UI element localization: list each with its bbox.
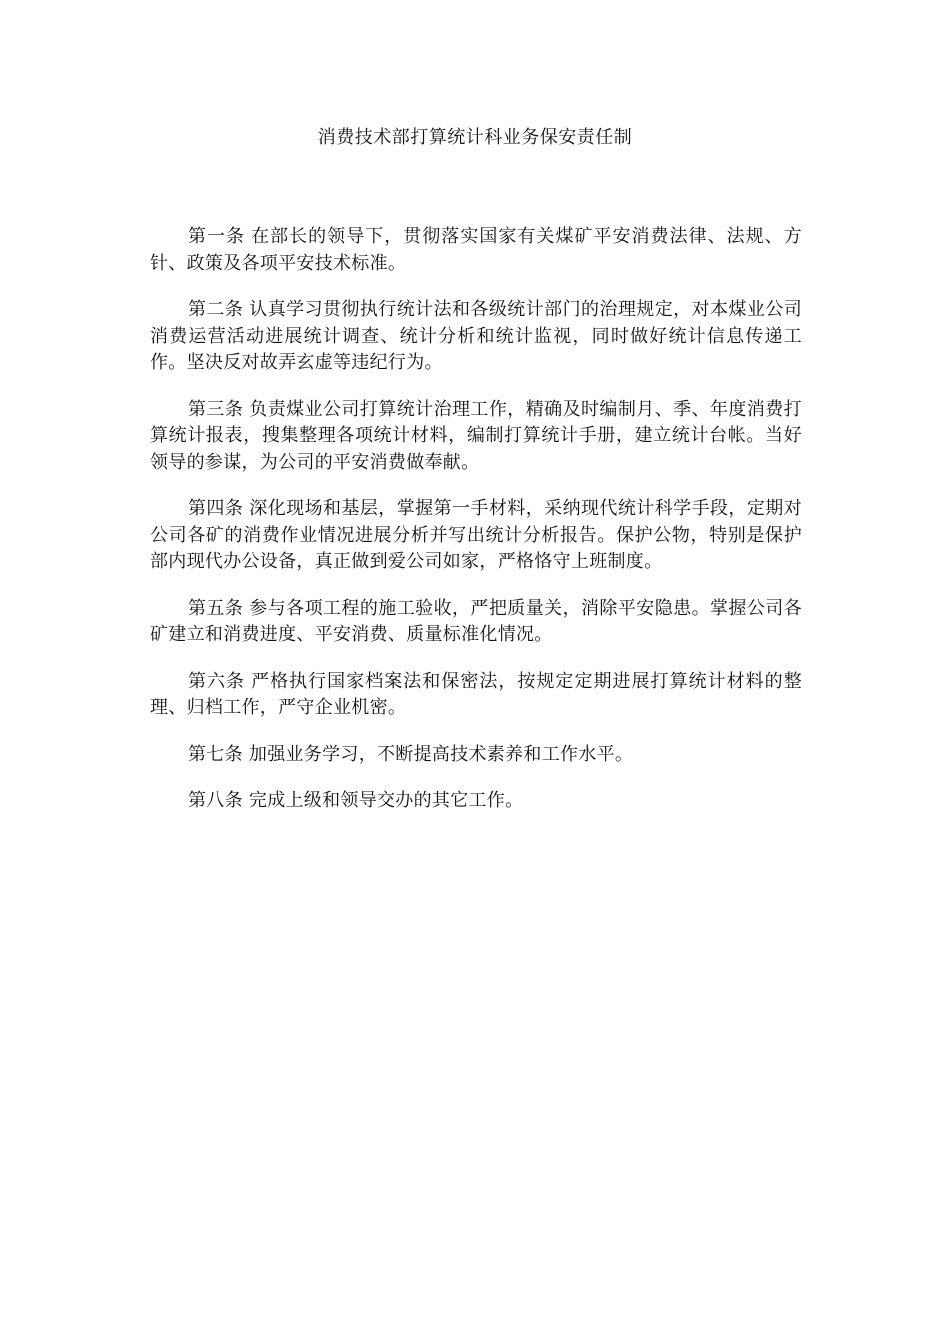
article-text: 认真学习贯彻执行统计法和各级统计部门的治理规定，对本煤业公司消费运营活动进展统计调查、统计分析和统计监视，同时做好统计信息传递工作。坚决反对故弄玄虚等违纪行为。 [150,299,803,373]
article-text: 参与各项工程的施工验收，严把质量关，消除平安隐患。掌握公司各矿建立和消费进度、平安消费、质量标准化情况。 [150,597,803,645]
article-list [150,224,802,835]
article-1 [150,224,802,277]
article-number: 第六条 [188,670,246,692]
article-number: 第一条 [188,226,246,247]
article-number: 第八条 [188,790,243,811]
article-text: 在部长的领导下，贯彻落实国家有关煤矿平安消费法律、法规、方针、政策及各项平安技术标准。 [150,226,802,274]
article-number: 第二条 [188,299,244,320]
article-text: 严格执行国家档案法和保密法，按规定定期进展打算统计材料的整理、归档工作，严守企业机密。 [150,670,802,718]
article-number: 第七条 [188,743,243,765]
article-8 [150,788,802,815]
document-title: 消费技术部打算统计科业务保安责任制 [317,127,633,148]
article-6 [150,669,802,722]
article-3 [150,397,802,477]
article-7 [150,742,802,769]
article-text: 加强业务学习，不断提高技术素养和工作水平。 [248,743,634,765]
article-number: 第四条 [188,498,244,519]
article-2 [150,297,802,377]
article-4 [150,496,802,576]
article-text: 负责煤业公司打算统计治理工作，精确及时编制月、季、年度消费打算统计报表，搜集整理各项统计材料，编制打算统计手册，建立统计台帐。当好领导的参谋，为公司的平安消费做奉献。 [150,398,803,473]
article-number: 第五条 [188,597,244,619]
article-text: 完成上级和领导交办的其它工作。 [248,790,524,811]
article-number: 第三条 [188,398,244,420]
article-5 [150,596,802,649]
article-text: 深化现场和基层，掌握第一手材料，采纳现代统计科学手段，定期对公司各矿的消费作业情况进展分析并写出统计分析报告。保护公物，特别是保护部内现代办公设备，真正做到爱公司如家，严格恪守上班制度。 [150,498,803,572]
